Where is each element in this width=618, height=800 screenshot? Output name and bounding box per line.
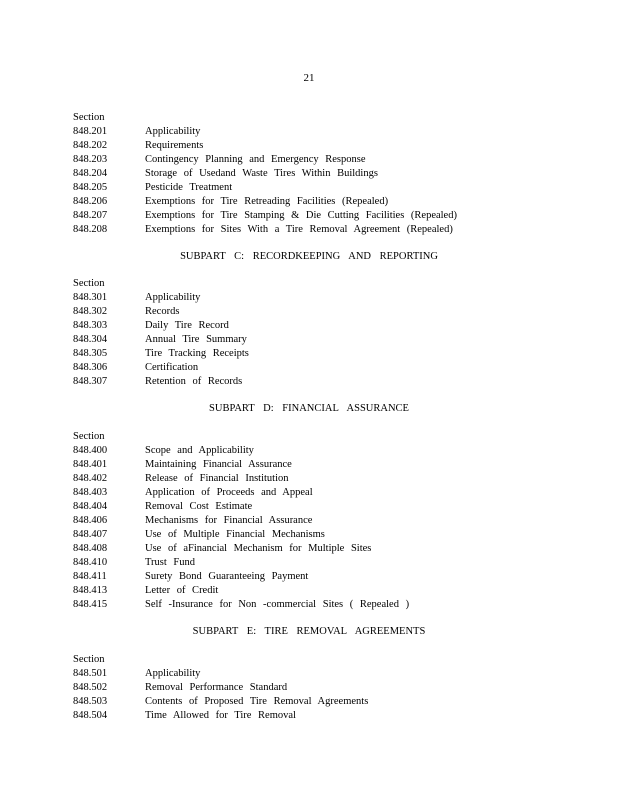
section-row xyxy=(73,125,553,139)
section-number: 848.305 xyxy=(73,348,108,359)
section-title: Exemptions for Tire Stamping & Die Cutting Facilities (Repealed) xyxy=(145,210,457,221)
section-row xyxy=(73,209,553,223)
section-number: 848.206 xyxy=(73,196,108,207)
section-number: 848.408 xyxy=(73,543,108,554)
section-row xyxy=(73,695,553,709)
section-title: Certification xyxy=(145,362,199,373)
section-title: Daily Tire Record xyxy=(145,320,229,331)
section-title: Application of Proceeds and Appeal xyxy=(145,487,313,498)
section-title: Exemptions for Tire Retreading Facilities (Repealed) xyxy=(145,196,389,207)
subpart-e-heading: SUBPART E: TIRE REMOVAL AGREEMENTS xyxy=(192,626,426,637)
section-number: 848.404 xyxy=(73,501,108,512)
section-number: 848.411 xyxy=(73,571,107,582)
section-title: Letter of Credit xyxy=(145,585,219,596)
section-row xyxy=(73,472,553,486)
section-title: Applicability xyxy=(145,668,201,679)
section-label: Section xyxy=(73,278,105,289)
section-number: 848.415 xyxy=(73,599,108,610)
subpart-d-heading: SUBPART D: FINANCIAL ASSURANCE xyxy=(209,403,409,414)
section-title: Storage of Usedand Waste Tires Within Buildings xyxy=(145,168,378,179)
section-number: 848.203 xyxy=(73,154,108,165)
section-row xyxy=(73,584,553,598)
section-row xyxy=(73,570,553,584)
section-title: Mechanisms for Financial Assurance xyxy=(145,515,313,526)
section-title: Removal Cost Estimate xyxy=(145,501,253,512)
section-title: Self -Insurance for Non -commercial Sites ( Repealed ) xyxy=(145,599,410,610)
section-title: Annual Tire Summary xyxy=(145,334,247,345)
section-title: Surety Bond Guaranteeing Payment xyxy=(145,571,309,582)
section-number: 848.204 xyxy=(73,168,108,179)
section-row xyxy=(73,528,553,542)
page-number: 21 xyxy=(303,72,315,84)
section-title: Release of Financial Institution xyxy=(145,473,289,484)
section-row xyxy=(73,153,553,167)
section-list-subpart-b xyxy=(73,111,553,237)
section-title: Applicability xyxy=(145,126,201,137)
section-number: 848.201 xyxy=(73,126,108,137)
section-title: Use of aFinancial Mechanism for Multiple Sites xyxy=(145,543,372,554)
section-number: 848.207 xyxy=(73,210,108,221)
subpart-c-heading: SUBPART C: RECORDKEEPING AND REPORTING xyxy=(180,251,438,262)
section-list-subpart-e xyxy=(73,653,553,723)
section-row xyxy=(73,195,553,209)
section-row xyxy=(73,500,553,514)
section-row xyxy=(73,347,553,361)
section-number: 848.202 xyxy=(73,140,108,151)
section-row xyxy=(73,444,553,458)
section-title: Scope and Applicability xyxy=(145,445,254,456)
section-number: 848.401 xyxy=(73,459,108,470)
section-row xyxy=(73,514,553,528)
section-row xyxy=(73,319,553,333)
section-label: Section xyxy=(73,654,105,665)
section-row xyxy=(73,375,553,389)
section-row xyxy=(73,486,553,500)
section-title: Tire Tracking Receipts xyxy=(145,348,249,359)
section-number: 848.302 xyxy=(73,306,108,317)
section-number: 848.406 xyxy=(73,515,108,526)
section-number: 848.413 xyxy=(73,585,108,596)
section-title: Retention of Records xyxy=(145,376,243,387)
section-number: 848.402 xyxy=(73,473,108,484)
section-number: 848.410 xyxy=(73,557,108,568)
section-title: Time Allowed for Tire Removal xyxy=(145,710,296,721)
section-row xyxy=(73,598,553,612)
section-title: Pesticide Treatment xyxy=(145,182,233,193)
section-number: 848.502 xyxy=(73,682,108,693)
section-title: Contents of Proposed Tire Removal Agreements xyxy=(145,696,369,707)
section-row xyxy=(73,681,553,695)
section-row xyxy=(73,291,553,305)
section-row xyxy=(73,139,553,153)
section-number: 848.208 xyxy=(73,224,108,235)
section-list-subpart-d xyxy=(73,430,553,612)
section-title: Removal Performance Standard xyxy=(145,682,288,693)
section-title: Trust Fund xyxy=(145,557,196,568)
section-row xyxy=(73,556,553,570)
section-row xyxy=(73,223,553,237)
section-number: 848.503 xyxy=(73,696,108,707)
section-title: Maintaining Financial Assurance xyxy=(145,459,292,470)
section-label: Section xyxy=(73,112,105,123)
section-number: 848.306 xyxy=(73,362,108,373)
section-number: 848.307 xyxy=(73,376,108,387)
section-row xyxy=(73,361,553,375)
section-number: 848.400 xyxy=(73,445,108,456)
section-row xyxy=(73,333,553,347)
section-title: Exemptions for Sites With a Tire Removal Agreement (Repealed) xyxy=(145,224,453,235)
section-row xyxy=(73,709,553,723)
section-number: 848.504 xyxy=(73,710,108,721)
section-row xyxy=(73,458,553,472)
section-row xyxy=(73,167,553,181)
section-label: Section xyxy=(73,431,105,442)
section-title: Requirements xyxy=(145,140,204,151)
section-title: Use of Multiple Financial Mechanisms xyxy=(145,529,325,540)
section-row xyxy=(73,542,553,556)
section-number: 848.407 xyxy=(73,529,108,540)
section-title: Applicability xyxy=(145,292,201,303)
section-number: 848.301 xyxy=(73,292,108,303)
section-title: Contingency Planning and Emergency Response xyxy=(145,154,366,165)
section-row xyxy=(73,305,553,319)
section-row xyxy=(73,667,553,681)
section-number: 848.403 xyxy=(73,487,108,498)
section-list-subpart-c xyxy=(73,277,553,389)
section-number: 848.205 xyxy=(73,182,108,193)
section-number: 848.303 xyxy=(73,320,108,331)
section-row xyxy=(73,181,553,195)
section-title: Records xyxy=(145,306,180,317)
section-number: 848.304 xyxy=(73,334,108,345)
section-number: 848.501 xyxy=(73,668,108,679)
